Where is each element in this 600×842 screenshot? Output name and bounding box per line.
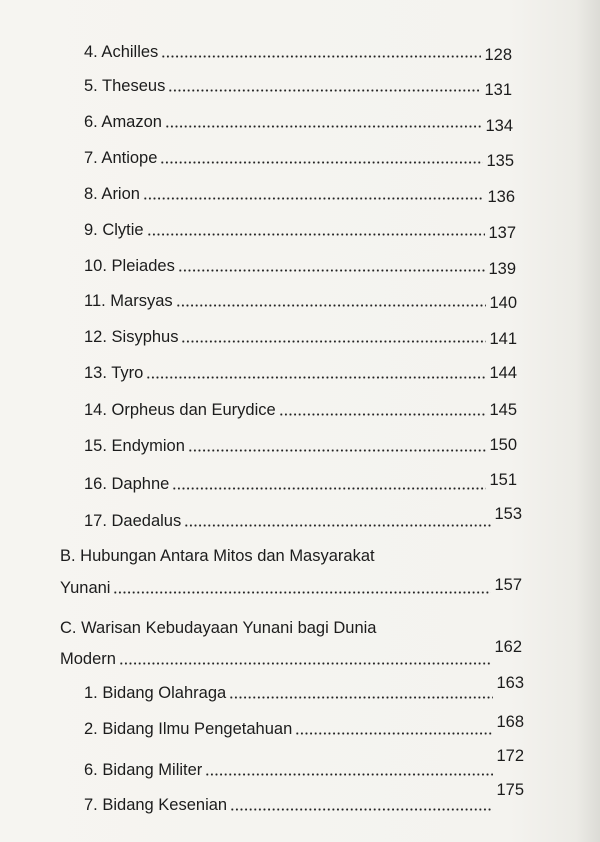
- toc-entry: [84, 256, 516, 276]
- entry-title: 13. Tyro: [84, 364, 144, 382]
- toc-sub-entry: [84, 747, 524, 780]
- leader-dots: [146, 376, 486, 379]
- leader-dots: [160, 161, 483, 164]
- toc-sub-entry: [84, 713, 524, 739]
- entry-page-number: 136: [487, 188, 515, 206]
- toc-entry: [84, 436, 517, 456]
- section-b-title-line1: B. Hubungan Antara Mitos dan Masyarakat: [60, 547, 375, 565]
- leader-dots: [143, 197, 485, 200]
- toc-entry: [84, 400, 517, 420]
- entry-page-number: 137: [488, 224, 516, 242]
- toc-entry: [84, 220, 516, 240]
- leader-dots: [168, 89, 481, 92]
- toc-entry: [84, 184, 515, 204]
- entry-page-number: 140: [489, 294, 517, 312]
- leader-dots: [184, 524, 491, 527]
- entry-page-number: 141: [489, 330, 517, 348]
- toc-entry: [84, 363, 517, 383]
- sub-entry-page-number: 175: [496, 781, 524, 799]
- toc-section-b: [60, 546, 522, 598]
- entry-page-number: 151: [489, 471, 517, 489]
- entry-page-number: 135: [486, 152, 514, 170]
- sub-entry-title: 6. Bidang Militer: [84, 761, 203, 779]
- entry-title: 17. Daedalus: [84, 512, 182, 530]
- entry-page-number: 150: [489, 436, 517, 454]
- toc-entry: [84, 112, 513, 135]
- sub-entry-title: 7. Bidang Kesenian: [84, 796, 228, 814]
- leader-dots: [230, 808, 493, 811]
- entry-title: 11. Marsyas: [84, 292, 173, 310]
- toc-entry: [84, 148, 514, 168]
- leader-dots: [181, 340, 486, 343]
- toc-entry: [84, 291, 517, 311]
- entry-page-number: 131: [484, 81, 512, 99]
- leader-dots: [279, 413, 487, 416]
- entry-title: 12. Sisyphus: [84, 328, 179, 346]
- sub-entry-title: 2. Bidang Ilmu Pengetahuan: [84, 720, 293, 738]
- entry-page-number: 128: [484, 46, 512, 64]
- section-c-title-line2: Modern: [60, 650, 116, 668]
- toc-sub-entry: [84, 674, 524, 703]
- entry-title: 4. Achilles: [84, 43, 159, 61]
- entry-page-number: 153: [494, 505, 522, 523]
- entry-page-number: 144: [489, 364, 517, 382]
- entry-title: 7. Antiope: [84, 149, 158, 167]
- sub-entry-page-number: 168: [496, 713, 524, 731]
- section-b-page-number: 157: [494, 576, 522, 594]
- leader-dots: [178, 269, 486, 272]
- entry-title: 10. Pleiades: [84, 257, 175, 275]
- leader-dots: [161, 55, 481, 58]
- entry-title: 6. Amazon: [84, 113, 162, 131]
- leader-dots: [205, 773, 493, 776]
- leader-dots: [229, 696, 493, 699]
- leader-dots: [147, 233, 486, 236]
- section-c-title-line1: C. Warisan Kebudayaan Yunani bagi Dunia: [60, 619, 377, 637]
- section-c-page-number: 162: [494, 638, 522, 656]
- leader-dots: [176, 304, 487, 307]
- entry-title: 16. Daphne: [84, 475, 170, 493]
- entry-title: 9. Clytie: [84, 221, 144, 239]
- leader-dots: [172, 487, 486, 490]
- sub-entry-page-number: 172: [496, 747, 524, 765]
- toc-entry: [84, 42, 512, 62]
- entry-page-number: 145: [489, 401, 517, 419]
- entry-page-number: 134: [485, 117, 513, 135]
- leader-dots: [188, 449, 487, 452]
- leader-dots: [113, 591, 491, 594]
- section-b-title-line2: Yunani: [60, 579, 111, 597]
- toc-sub-entry: [84, 781, 524, 815]
- toc-entry: [84, 327, 517, 347]
- toc-entry: [84, 471, 517, 494]
- sub-entry-page-number: 163: [496, 674, 524, 692]
- leader-dots: [295, 732, 493, 735]
- leader-dots: [119, 662, 492, 665]
- entry-page-number: 139: [488, 260, 516, 278]
- sub-entry-title: 1. Bidang Olahraga: [84, 684, 227, 702]
- entry-title: 5. Theseus: [84, 77, 166, 95]
- entry-title: 8. Arion: [84, 185, 140, 203]
- entry-title: 15. Endymion: [84, 437, 185, 455]
- leader-dots: [165, 125, 483, 128]
- toc-entry: [84, 76, 512, 99]
- toc-entry: [84, 505, 522, 531]
- toc-section-c: [60, 618, 522, 669]
- entry-title: 14. Orpheus dan Eurydice: [84, 401, 276, 419]
